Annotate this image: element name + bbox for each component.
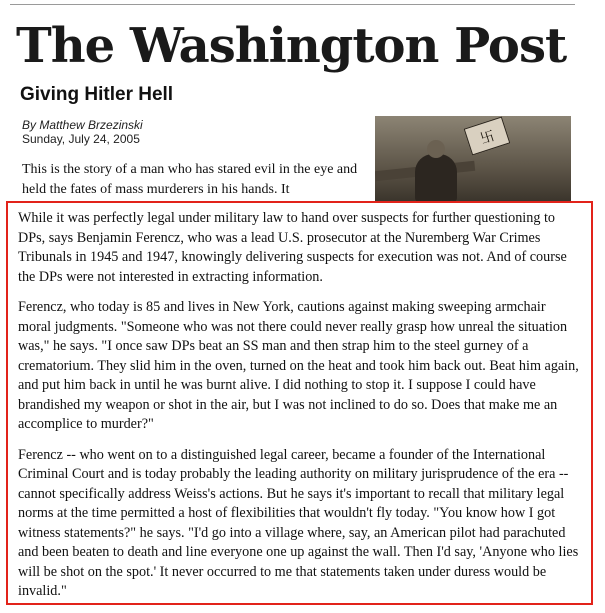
publish-date: Sunday, July 24, 2005 <box>22 132 140 146</box>
top-rule <box>10 4 575 5</box>
photo-soldier-figure <box>415 154 457 202</box>
byline <box>22 118 143 146</box>
article-intro: This is the story of a man who has stared evil in the eye and held the fates of mass murderers in his hands. It <box>22 162 358 197</box>
author-name: By Matthew Brzezinski <box>22 118 143 132</box>
masthead-logo: The Washington Post <box>16 18 567 74</box>
article-headline: Giving Hitler Hell <box>20 84 174 105</box>
excerpt-paragraph: Ferencz, who today is 85 and lives in New York, cautions against making sweeping armchair moral judgments. "Someone who was not there could never really grasp how unreal the situation was," he says. "I once saw DPs beat an SS man and then strap him to the steel gurney of a crematorium. They slid him in the oven, turned on the heat and took him back out. Beat him again, and put him back in until he was burnt alive. I did nothing to stop it. I suppose I could have brandished my weapon or shot in the air, but I was not inclined to do so. Does that make me an accomplice to murder?" <box>18 299 579 432</box>
excerpt-paragraph: Ferencz -- who went on to a distinguished legal career, became a founder of the International Criminal Court and is today probably the leading authority on military jurisprudence of the era -- cannot specifically address Weiss's actions. But he says it's important to recall that military legal norms at the time permitted a host of flexibilities that wouldn't fly today. "You know how I got witness statements?" he says. "I'd go into a village where, say, an American pilot had parachuted and been beaten to death and line everyone one up against the wall. Then I'd say, 'Anyone who lies will be shot on the spot.' It never occurred to me that statements taken under duress would be invalid." <box>18 446 579 599</box>
highlighted-excerpt <box>6 201 593 605</box>
photo-sign <box>464 117 511 156</box>
swastika-icon: 卐 <box>478 128 497 148</box>
article-photo <box>375 116 571 202</box>
excerpt-paragraph: While it was perfectly legal under military law to hand over suspects for further questioning to DPs, says Benjamin Ferencz, who was a lead U.S. prosecutor at the Nuremberg War Crimes Tribunals in 1945 and 1947, knowingly delivering suspects for execution was not. And of course the DPs were not interested in extracting information. <box>18 210 567 285</box>
